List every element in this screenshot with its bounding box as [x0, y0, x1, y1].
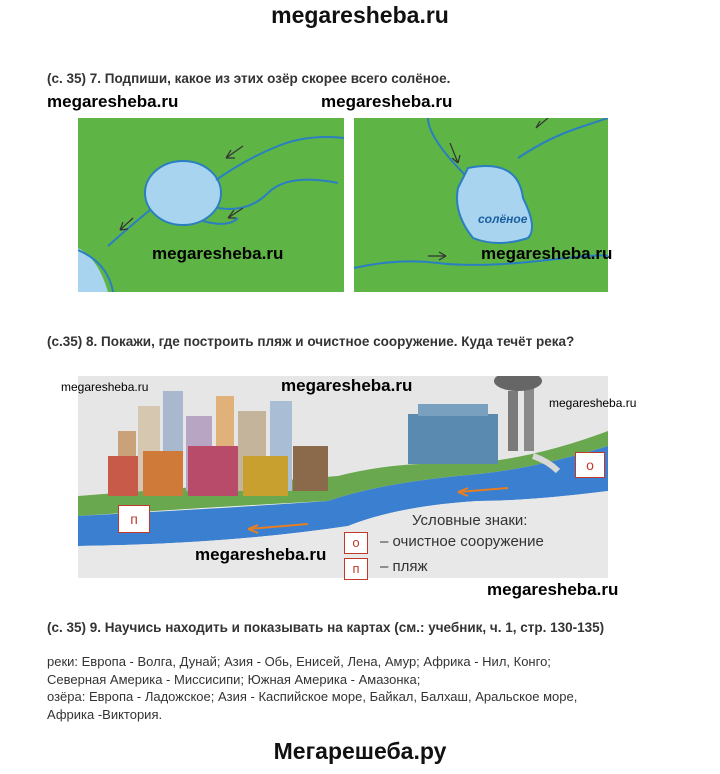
task7-lakes-figure — [78, 118, 608, 292]
fresh-lake-map — [78, 118, 344, 292]
legend-title: Условные знаки: — [412, 512, 528, 529]
marker-treatment-plant: о — [575, 452, 605, 478]
legend-item-beach: – пляж — [380, 558, 428, 575]
site-title: megaresheba.ru — [271, 2, 449, 28]
watermark: megaresheba.ru — [549, 396, 637, 410]
watermark: megaresheba.ru — [481, 244, 613, 263]
task8-title: (с.35) 8. Покажи, где построить пляж и очистное сооружение. Куда течёт река? — [47, 334, 575, 349]
task9-answer — [47, 653, 697, 723]
watermark: megaresheba.ru — [321, 92, 453, 111]
answer-line: Африка -Виктория. — [47, 706, 163, 722]
watermark: megaresheba.ru — [195, 545, 327, 564]
task7-title: (с. 35) 7. Подпиши, какое из этих озёр скорее всего солёное. — [47, 71, 451, 86]
answer-line: реки: Европа - Волга, Дунай; Азия - Обь, Енисей, Лена, Амур; Африка - Нил, Конго; — [47, 654, 551, 669]
marker-beach: п — [118, 505, 150, 533]
watermark: megaresheba.ru — [61, 380, 149, 394]
task9-title: (с. 35) 9. Научись находить и показывать на картах (см.: учебник, ч. 1, стр. 130-135) — [47, 620, 605, 635]
watermark: megaresheba.ru — [487, 580, 619, 599]
watermark: megaresheba.ru — [281, 376, 413, 395]
legend-marker-p: п — [344, 558, 368, 580]
legend-item-treatment: – очистное сооружение — [380, 533, 544, 550]
watermark: megaresheba.ru — [152, 244, 284, 263]
answer-line: озёра: Европа - Ладожское; Азия - Каспийское море, Байкал, Балхаш, Аральское море, — [47, 689, 578, 704]
salt-lake-label: солёное — [478, 212, 528, 226]
footer-title: Мегарешеба.ру — [273, 738, 447, 764]
legend-marker-o: о — [344, 532, 368, 554]
salt-lake-map — [354, 118, 608, 292]
answer-line: Северная Америка - Миссисипи; Южная Америка - Амазонка; — [47, 671, 421, 687]
watermark: megaresheba.ru — [47, 92, 179, 111]
